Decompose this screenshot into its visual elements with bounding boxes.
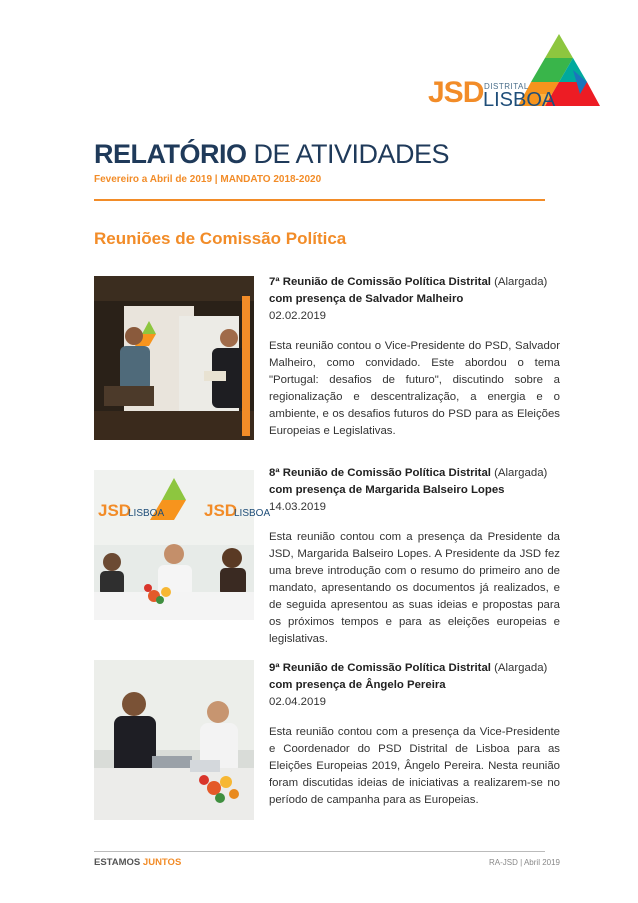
entry-guest: com presença de Margarida Balseiro Lopes [269, 484, 505, 496]
entry-body: Esta reunião contou com a presença da Presidente da JSD, Margarida Balseiro Lopes. A Presidente da JSD fez uma breve introdução com o resumo do primeiro ano de mandato, apresentando os documentos já realizados, e de seguida apresentou as suas ideias e propostas para os próximos tempos e para as eleições europeias e legislativas. [269, 531, 560, 645]
entry-heading-suffix: (Alargada) [490, 662, 548, 674]
meeting-entry-3 [269, 660, 560, 809]
meeting-photo-1 [94, 276, 254, 440]
meeting-photo-3 [94, 660, 254, 820]
photo2-banner-city-right: LISBOA [234, 508, 271, 519]
photo2-banner-city-left: LISBOA [128, 508, 165, 519]
section-title: Reuniões de Comissão Política [94, 229, 347, 248]
meeting-entry-1 [269, 274, 560, 440]
footer-reference: RA-JSD | Abril 2019 [489, 858, 560, 867]
page-title-rest: DE ATIVIDADES [246, 139, 450, 169]
entry-heading-suffix: (Alargada) [490, 467, 548, 479]
entry-heading-bold: 9ª Reunião de Comissão Política Distrital [269, 662, 491, 674]
entry-guest: com presença de Ângelo Pereira [269, 679, 446, 691]
entry-guest: com presença de Salvador Malheiro [269, 293, 464, 305]
page-title [94, 138, 449, 170]
logo-distrital-text: DISTRITAL [484, 82, 529, 91]
footer-slogan [94, 857, 181, 868]
entry-date: 02.02.2019 [269, 310, 327, 322]
meeting-entry-2 [269, 465, 560, 648]
logo-jsd-text: JSD [428, 76, 484, 109]
entry-heading-suffix: (Alargada) [490, 276, 548, 288]
footer-divider [94, 851, 545, 852]
entry-heading [269, 465, 560, 482]
jsd-lisboa-logo [428, 34, 600, 111]
entry-heading [269, 660, 560, 677]
title-divider [94, 199, 545, 201]
logo-lisboa-text: LISBOA [483, 89, 556, 111]
entry-body: Esta reunião contou o Vice-Presidente do PSD, Salvador Malheiro, como convidado. Este abordou o tema "Portugal: desafios de futuro", discutindo sobre a regionalização e descentralização, a energia e o ambiente, e os desafios futuros do PSD para as Eleições Europeias e Legislativas. [269, 340, 560, 437]
entry-body: Esta reunião contou com a presença da Vice-Presidente e Coordenador do PSD Distrital de Lisboa para as Eleições Europeias 2019, Ângelo Pereira. Nesta reunião foram discutidas ideias de iniciativas a realizarem-se no período de campanha para as Europeias. [269, 726, 560, 806]
page-title-bold: RELATÓRIO [94, 139, 247, 169]
entry-date: 14.03.2019 [269, 501, 327, 513]
meeting-photo-2 [94, 470, 271, 620]
photo2-banner-jsd-right: JSD [204, 501, 238, 520]
entry-heading-bold: 7ª Reunião de Comissão Política Distrital [269, 276, 491, 288]
entry-date: 02.04.2019 [269, 696, 327, 708]
page-subtitle: Fevereiro a Abril de 2019 | MANDATO 2018-2020 [94, 174, 322, 185]
footer-slogan-accent: JUNTOS [142, 857, 182, 868]
entry-heading [269, 274, 560, 291]
footer-slogan-plain: ESTAMOS [94, 857, 143, 868]
photo2-banner-jsd-left: JSD [98, 501, 132, 520]
entry-heading-bold: 8ª Reunião de Comissão Política Distrital [269, 467, 491, 479]
